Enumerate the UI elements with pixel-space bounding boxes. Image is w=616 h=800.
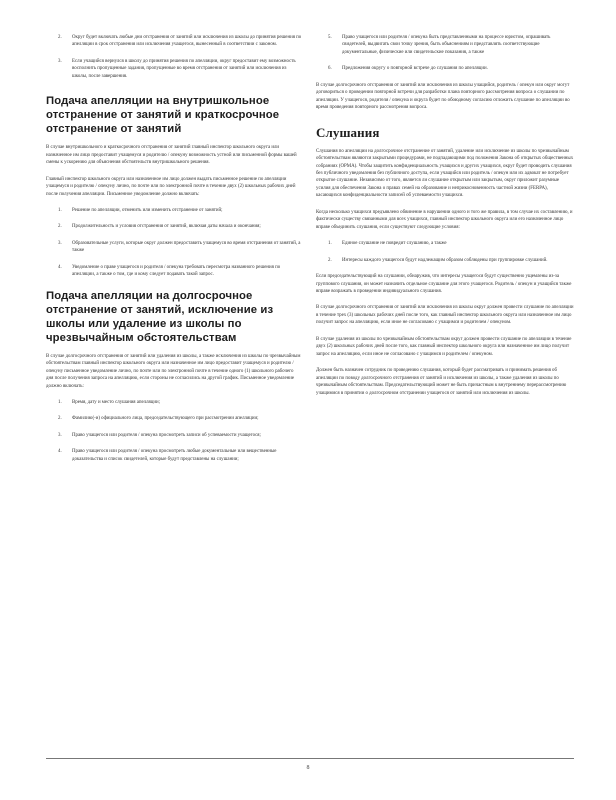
footer-divider [46,758,574,759]
list-text: Образовательные услуги, которые округ должен предоставить учащемуся во время отстранения от занятий, а также [72,240,301,254]
list-text: Если учащийся вернулся в школу до принятия решения по апелляции, округ предоставит ему возможность восполнить пропущенные задания, пропущенные во время отстранения от занятий или исключения из школы, после завершения. [72,58,296,79]
list-number: 4. [58,264,62,270]
list-number: 2. [58,35,62,40]
list-number: 2. [328,257,332,263]
list-item [46,399,302,406]
section-heading-long-term-suspension: Подача апелляции на долгосрочное отстранение от занятий, исключение из школы или удаление из школы по чрезвычайным обстоятельствам [46,289,274,344]
list-text: Округ будет включать любые дни отстранения от занятий или исключения из школы до принятия решения по апелляции в срок отстранения или исключения учащегося, вынесенный в соответствии с законом. [72,35,302,48]
list-text: Фамилию(-и) официального лица, председательствующего при рассмотрении апелляции; [72,416,259,422]
right-column [316,34,574,406]
paragraph: В случае долгосрочного отстранения от занятий или удаления из школы, а также исключения из школы по чрезвычайным обстоятельствам главный инспектор школьного округа или назначенное им лицо предоставит учащемуся и родителю / опекуну письменное уведомление лично, по почте или по электронной почте в течение одного (1) школьного рабочего дня после получения запроса на апелляцию, если стороны не согласились на другой график. Письменное уведомление должно включать: [46,353,301,389]
list-number: 4. [58,449,62,455]
list-number: 3. [58,240,62,246]
list-item [46,207,302,214]
list-item [46,432,302,439]
list-item [46,264,302,279]
list-item [46,58,302,80]
section-heading-internal-suspension: Подача апелляции на внутришкольное отстранение от занятий и краткосрочное отстранение от занятий [46,95,280,136]
list-number: 2. [58,416,62,422]
paragraph: Слушания по апелляции на долгосрочное отстранение от занятий, удаление или исключение из школы по чрезвычайным обстоятельствам являются закрытыми процедурами, не подпадающими под положения Закона об открытых общественных собраниях (OPMA). Чтобы защитить конфиденциальность учащихся и других учащихся, округ будет проводить слушания без публичного уведомления без публичного доступа, если учащийся или родитель / опекун или их адвокат не потребует открытое слушание. Независимо от того, является ли слушание открытым или закрытым, округ приложит разумные усилия для обеспечения Закона о правах семей на образование и неприкосновенность частной жизни (FERPA), касающихся конфиденциальности записей об успеваемости учащихся. [316,148,574,199]
page-number: 8 [306,765,310,771]
paragraph: Должен быть назначен сотрудник по проведению слушания, который будет рассматривать и принимать решения об апелляции по поводу долгосрочного отстранения от занятий и исключения из школы, а также удаления из школы по чрезвычайным обстоятельствам. Председательствующий может не быть причастным к внутреннему перерассмотрению учащимися в принятии о долгосрочном отстранении учащегося от занятий или исключения из школы. [316,368,567,396]
paragraph: Если председательствующий на слушании, обнаружив, что интересы учащегося будут существенно ущемлены из-за группового слушания, он может назначить отдельное слушание для этого учащегося. Родитель / опекун и учащийся также вправе возражать в проведении индивидуального слушания. [316,274,572,294]
notice-list [46,399,302,463]
paragraph: В случае долгосрочного отстранения от занятий или исключения из школы округ должен провести слушание по апелляции в течение трех (3) школьных рабочих дней после того, как главный инспектор школьного округа или назначенное им лицо получит запрос на апелляцию, если иное не согласовано с учащимся и родителем / опекуном. [316,305,574,326]
list-item [316,65,574,72]
paragraph: Главный инспектор школьного округа или назначенное им лицо должен выдать письменное решение по апелляции учащемуся и родителю / опекуну лично, по почте или по электронной почте в течение двух (2) школьных рабочих дней после получения апелляции. Письменное уведомление должно включать: [46,176,296,197]
list-item [316,34,574,56]
left-column [46,34,302,472]
conditions-list [316,240,574,264]
list-text: Предложения округу о повторной встрече до слушания по апелляции. [342,66,488,72]
list-number: 1. [328,241,332,247]
list-number: 3. [58,58,62,64]
decision-list [46,207,302,279]
list-number: 5. [328,35,332,40]
list-number: 1. [58,207,62,213]
rights-list [316,34,574,73]
list-number: 6. [328,66,332,72]
list-item [46,223,302,230]
list-text: Интересы каждого учащегося будут надлежащим образом соблюдены при группировке слушаний. [342,257,548,263]
paragraph: В случае долгосрочного отстранения от занятий или исключения из школы учащийся, родитель / опекун или округ могут договориться о проведении повторной встречи для разработки плана повторного рассмотрения вопроса о слушании по апелляции. У учащегося, родителя / опекуна и округа будет по обоюдному согласию отложить слушание по апелляции во время проведения повторного рассмотрения вопроса. [316,82,570,111]
list-number: 3. [58,432,62,438]
list-text: Продолжительность и условия отстранения от занятий, включая даты начала и окончания; [72,224,261,230]
paragraph: В случае внутришкольного и краткосрочного отстранения от занятий главный инспектор школьного округа или назначенное им лицо предоставит учащемуся и родителю / опекуну возможность устной или письменной формы вашей смены к ускорению для объяснения обстоятельств внутришкольного решения. [46,145,297,166]
intro-list [46,34,302,80]
paragraph: Когда несколько учащихся предъявлено обвинение в нарушении одного и того же правила, в том случае их составлению, и фактически существу связанными для всех учащихся, главный инспектор школьного округа или его назначенное лицо вправе объединить слушания, если существуют следующие условия: [316,209,573,230]
list-text: Решение по апелляции, отменить или изменить отстранение от занятий; [72,207,223,213]
list-number: 1. [58,399,62,405]
list-item [46,34,302,49]
section-heading-hearings: Слушания [316,124,380,140]
list-item [316,257,574,264]
list-text: Право учащегося или родителя / опекуна быть представленными на процессе юристом, опрашивать свидетелей, выдвигать свои точку зрения, быть объяснениям и представлять соответствующие документальные, физические или свидетельские показания, а также [342,35,551,55]
list-item [46,415,302,422]
paragraph: В случае удаления из школы по чрезвычайным обстоятельствам округ должен провести слушание по апелляции в течение двух (2) школьных рабочих дней после того, как главный инспектор школьного округа или назначенное им лицо получит запрос на апелляцию, если иное не согласовано с учащимся и родителем / опекуном. [316,336,572,357]
list-text: Право учащегося или родителя / опекуна просмотреть любые документальные или вещественные доказательства и список свидетелей, которые будут представлены на слушании; [72,449,277,462]
list-number: 2. [58,224,62,230]
list-text: Уведомление о праве учащегося и родителя / опекуна требовать пересмотра названного решения по апелляции, а также о том, где и кому следует подавать такой запрос. [72,264,281,278]
list-item [46,240,302,255]
list-text: Время, дату и место слушания апелляции; [72,399,161,405]
list-item [316,240,574,247]
list-text: Единое слушание не повредит слушанию, а также [342,241,447,247]
list-text: Право учащегося или родителя / опекуна просмотреть записи об успеваемости учащегося; [72,432,261,438]
list-item [46,448,302,463]
